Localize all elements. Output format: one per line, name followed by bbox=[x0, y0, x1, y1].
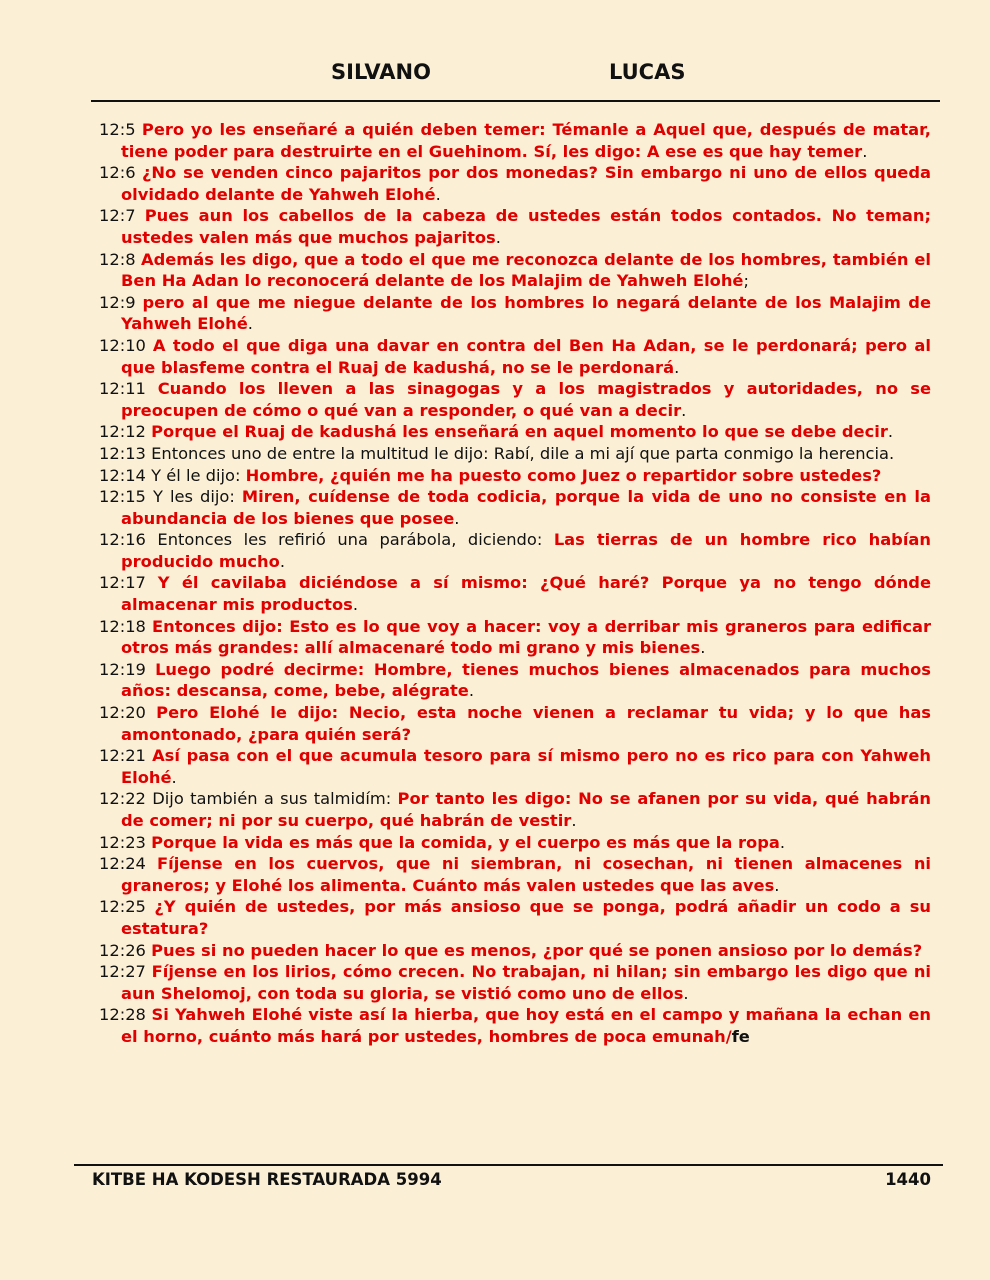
verse-quote-text: ¿No se venden cinco pajaritos por dos monedas? Sin embargo ni uno de ellos queda olvidado delante de Yahweh Elohé bbox=[121, 163, 931, 204]
verse-text: ; bbox=[743, 271, 749, 291]
verse bbox=[99, 292, 931, 335]
verse-text: Y les dijo: bbox=[152, 487, 242, 507]
verse-reference: 12:8 bbox=[99, 249, 136, 269]
verse bbox=[99, 119, 931, 162]
verse-quote-text: Por tanto les digo: No se afanen por su vida, qué habrán de comer; ni por su cuerpo, qué habrán de vestir bbox=[121, 789, 931, 830]
verse-quote-text: Pues aun los cabellos de la cabeza de ustedes están todos contados. No teman; ustedes valen más que muchos pajaritos bbox=[121, 206, 931, 247]
verse-text: . bbox=[774, 875, 780, 895]
verse-reference: 12:26 bbox=[99, 940, 146, 960]
verse-quote-text: Además les digo, que a todo el que me reconozca delante de los hombres, también el Ben Ha Adan lo reconocerá delante de los Malajim de Yahweh Elohé bbox=[121, 249, 931, 291]
verse-text: . bbox=[674, 357, 680, 377]
verse-quote-text: Las tierras de un hombre rico habían producido mucho bbox=[121, 530, 931, 571]
verse bbox=[99, 853, 931, 896]
verse-text: . bbox=[352, 595, 359, 615]
verse-text: Entonces les refirió una parábola, diciendo: bbox=[157, 530, 554, 550]
verse-quote-text: Fíjense en los lirios, cómo crecen. No trabajan, ni hilan; sin embargo les digo que ni aun Shelomoj, con toda su gloria, se vistió como uno de ellos bbox=[121, 962, 931, 1003]
verse-quote-text: Pero yo les enseñaré a quién deben temer: Témanle a Aquel que, después de matar, tiene poder para destruirte en el Guehinom. Sí, les digo: A ese es que hay temer bbox=[121, 120, 931, 161]
verse-quote-text: Luego podré decirme: Hombre, tienes muchos bienes almacenados para muchos años: descansa, come, bebe, alégrate bbox=[121, 659, 931, 701]
verse-reference: 12:25 bbox=[99, 897, 146, 917]
verse-quote-text: Fíjense en los cuervos, que ni siembran, ni cosechan, ni tienen almacenes ni graneros; y Elohé los alimenta. Cuánto más valen ustedes que las aves bbox=[121, 854, 931, 895]
verse-reference: 12:18 bbox=[99, 616, 146, 636]
verse-reference: 12:14 bbox=[99, 465, 146, 485]
verse-text: . bbox=[571, 811, 577, 830]
verse bbox=[99, 1004, 931, 1047]
verse-quote-text: Entonces dijo: Esto es lo que voy a hacer: voy a derribar mis graneros para edificar otros más grandes: allí almacenaré todo mi grano y mis bienes bbox=[121, 616, 931, 658]
verse-text: Y él le dijo: bbox=[151, 465, 246, 485]
verse-text: . bbox=[887, 422, 894, 442]
verse-quote-text: Así pasa con el que acumula tesoro para sí mismo pero no es rico para con Yahweh Elohé bbox=[121, 746, 931, 787]
verse bbox=[99, 249, 931, 292]
verse-reference: 12:12 bbox=[99, 422, 146, 442]
verse bbox=[99, 832, 931, 854]
verse-reference: 12:9 bbox=[99, 292, 136, 312]
verse-reference: 12:11 bbox=[99, 379, 146, 399]
verse-quote-text: Pues si no pueden hacer lo que es menos, ¿por qué se ponen ansioso por lo demás? bbox=[151, 940, 923, 960]
verse bbox=[99, 486, 931, 529]
verse-reference: 12:7 bbox=[99, 206, 136, 226]
verse-reference: 12:20 bbox=[99, 703, 146, 723]
verse-quote-text: Cuando los lleven a las sinagogas y a los magistrados y autoridades, no se preocupen de cómo o qué van a responder, o qué van a decir bbox=[121, 379, 931, 420]
verse-text: . bbox=[468, 681, 475, 701]
verse bbox=[99, 335, 931, 378]
verse-text: . bbox=[700, 638, 706, 658]
verse bbox=[99, 162, 931, 205]
header-divider bbox=[91, 100, 940, 102]
verse-reference: 12:19 bbox=[99, 659, 146, 679]
verse bbox=[99, 788, 931, 831]
verse bbox=[99, 443, 931, 465]
verse-quote-text: pero al que me niegue delante de los hombres lo negará delante de los Malajim de Yahweh Elohé bbox=[121, 292, 931, 334]
verse-text: . bbox=[247, 314, 253, 334]
header-author: SILVANO bbox=[331, 60, 431, 84]
verse-text: . bbox=[279, 551, 286, 571]
verse bbox=[99, 896, 931, 939]
verse bbox=[99, 616, 931, 659]
verse-text: Entonces uno de entre la multitud le dijo: Rabí, dile a mi ají que parta conmigo la herencia. bbox=[151, 443, 895, 463]
verse-quote-text: Pero Elohé le dijo: Necio, esta noche vienen a reclamar tu vida; y lo que has amontonado, ¿para quién será? bbox=[121, 703, 931, 744]
verse bbox=[99, 745, 931, 788]
verse bbox=[99, 702, 931, 745]
footer-title: KITBE HA KODESH RESTAURADA 5994 bbox=[92, 1170, 442, 1189]
verse-quote-text: Si Yahweh Elohé viste así la hierba, que hoy está en el campo y mañana la echan en el horno, cuánto más hará por ustedes, hombres de poca emunah/ bbox=[121, 1005, 931, 1046]
verse-reference: 12:27 bbox=[99, 962, 146, 982]
verse bbox=[99, 378, 931, 421]
verse-text: . bbox=[495, 227, 501, 247]
verse bbox=[99, 529, 931, 572]
verse-quote-text: Y él cavilaba diciéndose a sí mismo: ¿Qué haré? Porque ya no tengo dónde almacenar mis productos bbox=[121, 573, 931, 615]
header-book: LUCAS bbox=[609, 60, 686, 84]
verse bbox=[99, 205, 931, 248]
verse-text: . bbox=[681, 400, 687, 420]
footer-divider bbox=[74, 1164, 943, 1166]
verse bbox=[99, 961, 931, 1004]
verse-reference: 12:6 bbox=[99, 163, 136, 183]
verse-text: . bbox=[171, 767, 177, 787]
verse-text: . bbox=[454, 508, 460, 528]
verse bbox=[99, 421, 931, 443]
verse-reference: 12:15 bbox=[99, 487, 146, 507]
verse-quote-text: A todo el que diga una davar en contra del Ben Ha Adan, se le perdonará; pero al que blasfeme contra el Ruaj de kadushá, no se le perdonará bbox=[121, 335, 931, 377]
verse-reference: 12:24 bbox=[99, 854, 146, 874]
verse-text: . bbox=[779, 832, 786, 852]
verse-reference: 12:17 bbox=[99, 573, 146, 593]
verse-text: fe bbox=[731, 1026, 750, 1046]
verse-quote-text: Hombre, ¿quién me ha puesto como Juez o repartidor sobre ustedes? bbox=[245, 465, 882, 485]
verse-reference: 12:5 bbox=[99, 120, 136, 139]
verse-text: . bbox=[862, 141, 868, 161]
verse bbox=[99, 572, 931, 615]
verse-list bbox=[99, 119, 931, 1048]
page-header bbox=[0, 60, 990, 90]
verse-reference: 12:21 bbox=[99, 746, 146, 766]
verse-reference: 12:13 bbox=[99, 443, 146, 463]
verse-reference: 12:23 bbox=[99, 832, 146, 852]
verse-reference: 12:22 bbox=[99, 789, 146, 809]
page-footer bbox=[0, 1170, 990, 1194]
verse-text: . bbox=[683, 983, 689, 1003]
page-number: 1440 bbox=[885, 1170, 931, 1189]
verse bbox=[99, 940, 931, 962]
verse-text: Dijo también a sus talmidím: bbox=[152, 789, 398, 809]
verse-quote-text: ¿Y quién de ustedes, por más ansioso que se ponga, podrá añadir un codo a su estatura? bbox=[121, 897, 931, 938]
verse-reference: 12:28 bbox=[99, 1005, 146, 1025]
verse-reference: 12:16 bbox=[99, 530, 146, 550]
verse-quote-text: Porque el Ruaj de kadushá les enseñará en aquel momento lo que se debe decir bbox=[151, 422, 888, 442]
verse-quote-text: Porque la vida es más que la comida, y el cuerpo es más que la ropa bbox=[151, 832, 780, 852]
verse-reference: 12:10 bbox=[99, 335, 146, 355]
verse-quote-text: Miren, cuídense de toda codicia, porque la vida de uno no consiste en la abundancia de los bienes que posee bbox=[121, 487, 931, 528]
verse bbox=[99, 659, 931, 702]
verse-text: . bbox=[435, 184, 441, 204]
verse bbox=[99, 465, 931, 487]
